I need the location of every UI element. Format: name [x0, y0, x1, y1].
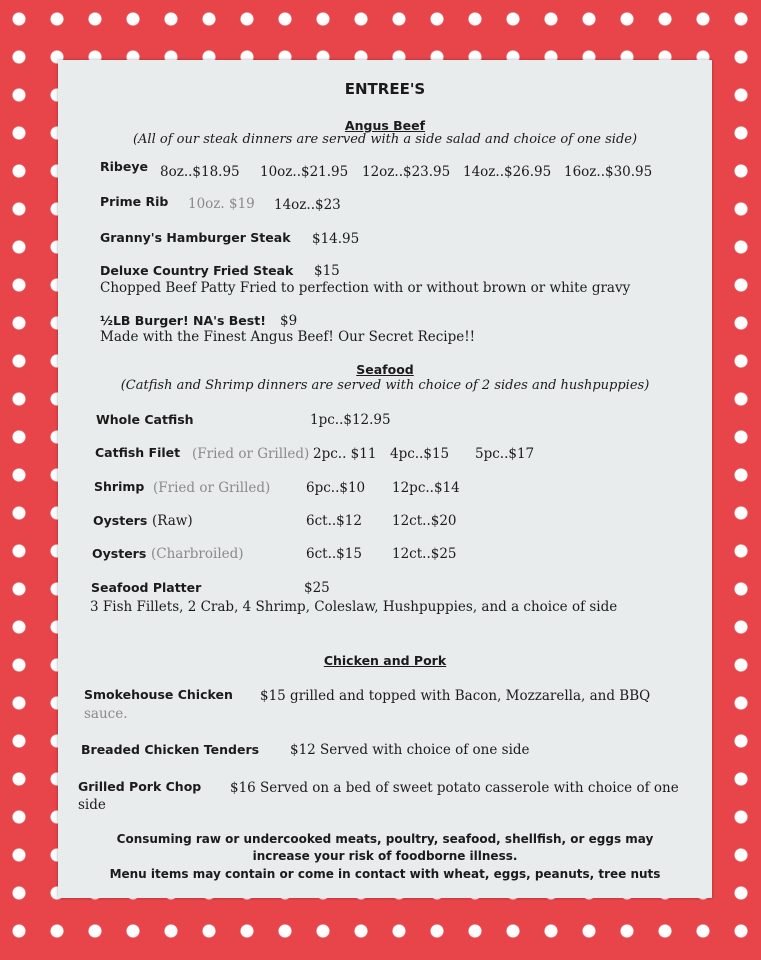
item-description: $15 grilled and topped with Bacon, Mozzarella, and BBQ: [260, 688, 651, 704]
item-name: Oysters: [93, 513, 148, 528]
section-heading-chicken-pork: Chicken and Pork: [323, 653, 447, 668]
item-name: Whole Catfish: [96, 412, 194, 427]
item-price: 2pc.. $11: [313, 446, 377, 462]
item-price: 6pc..$10: [306, 480, 366, 496]
item-price: 16oz..$30.95: [564, 164, 653, 180]
item-price: $15: [314, 263, 340, 279]
section-note-seafood: (Catfish and Shrimp dinners are served with choice of 2 sides and hushpuppies): [120, 378, 650, 393]
item-name: Oysters: [92, 546, 147, 561]
section-heading-seafood: Seafood: [356, 362, 414, 377]
item-description: sauce.: [84, 706, 128, 722]
menu-sheet: [58, 60, 712, 898]
item-price: 4pc..$15: [390, 446, 450, 462]
item-price: 12oz..$23.95: [362, 164, 451, 180]
item-price: $9: [280, 313, 298, 329]
item-name: Catfish Filet: [95, 445, 181, 460]
item-name: Smokehouse Chicken: [84, 687, 233, 702]
item-style: (Fried or Grilled): [153, 480, 271, 496]
item-name: ½LB Burger! NA's Best!: [100, 313, 266, 328]
item-price: 12pc..$14: [392, 480, 460, 496]
item-description: $16 Served on a bed of sweet potato casserole with choice of one: [230, 780, 679, 796]
item-price: $14.95: [312, 231, 360, 247]
item-description: side: [78, 797, 106, 813]
item-name: Breaded Chicken Tenders: [81, 742, 260, 757]
item-description: Made with the Finest Angus Beef! Our Secret Recipe!!: [100, 329, 476, 345]
page-title: ENTREE'S: [344, 80, 426, 98]
item-name: Grilled Pork Chop: [78, 779, 202, 794]
item-description: $12 Served with choice of one side: [290, 742, 530, 758]
item-price: 6ct..$12: [306, 513, 362, 529]
item-name: Deluxe Country Fried Steak: [100, 263, 294, 278]
section-note-angus-beef: (All of our steak dinners are served with a side salad and choice of one side): [132, 132, 638, 147]
item-price: 14oz..$26.95: [463, 164, 552, 180]
item-description: Chopped Beef Patty Fried to perfection with or without brown or white gravy: [100, 280, 631, 296]
item-price: 1pc..$12.95: [310, 412, 391, 428]
item-name: Seafood Platter: [91, 580, 202, 595]
notice-line: Menu items may contain or come in contact with wheat, eggs, peanuts, tree nuts: [109, 867, 661, 881]
item-price: 12ct..$20: [392, 513, 457, 529]
section-heading-angus-beef: Angus Beef: [344, 118, 426, 133]
item-price: $25: [304, 580, 330, 596]
item-price: 14oz..$23: [274, 197, 341, 213]
item-price: 10oz. $19: [188, 196, 255, 212]
item-style: (Raw): [152, 513, 193, 529]
item-style: (Charbroiled): [151, 546, 244, 562]
item-price: 6ct..$15: [306, 546, 362, 562]
notice-line: Consuming raw or undercooked meats, poultry, seafood, shellfish, or eggs may: [116, 832, 654, 846]
item-price: 5pc..$17: [475, 446, 535, 462]
item-style: (Fried or Grilled): [192, 446, 310, 462]
item-name: Granny's Hamburger Steak: [100, 230, 291, 245]
item-description: 3 Fish Fillets, 2 Crab, 4 Shrimp, Coleslaw, Hushpuppies, and a choice of side: [90, 599, 618, 615]
item-name: Ribeye: [100, 159, 148, 174]
notice-line: increase your risk of foodborne illness.: [252, 849, 518, 863]
item-name: Prime Rib: [100, 194, 169, 209]
item-name: Shrimp: [94, 479, 145, 494]
item-price: 8oz..$18.95: [160, 164, 240, 180]
item-price: 12ct..$25: [392, 546, 457, 562]
item-price: 10oz..$21.95: [260, 164, 349, 180]
